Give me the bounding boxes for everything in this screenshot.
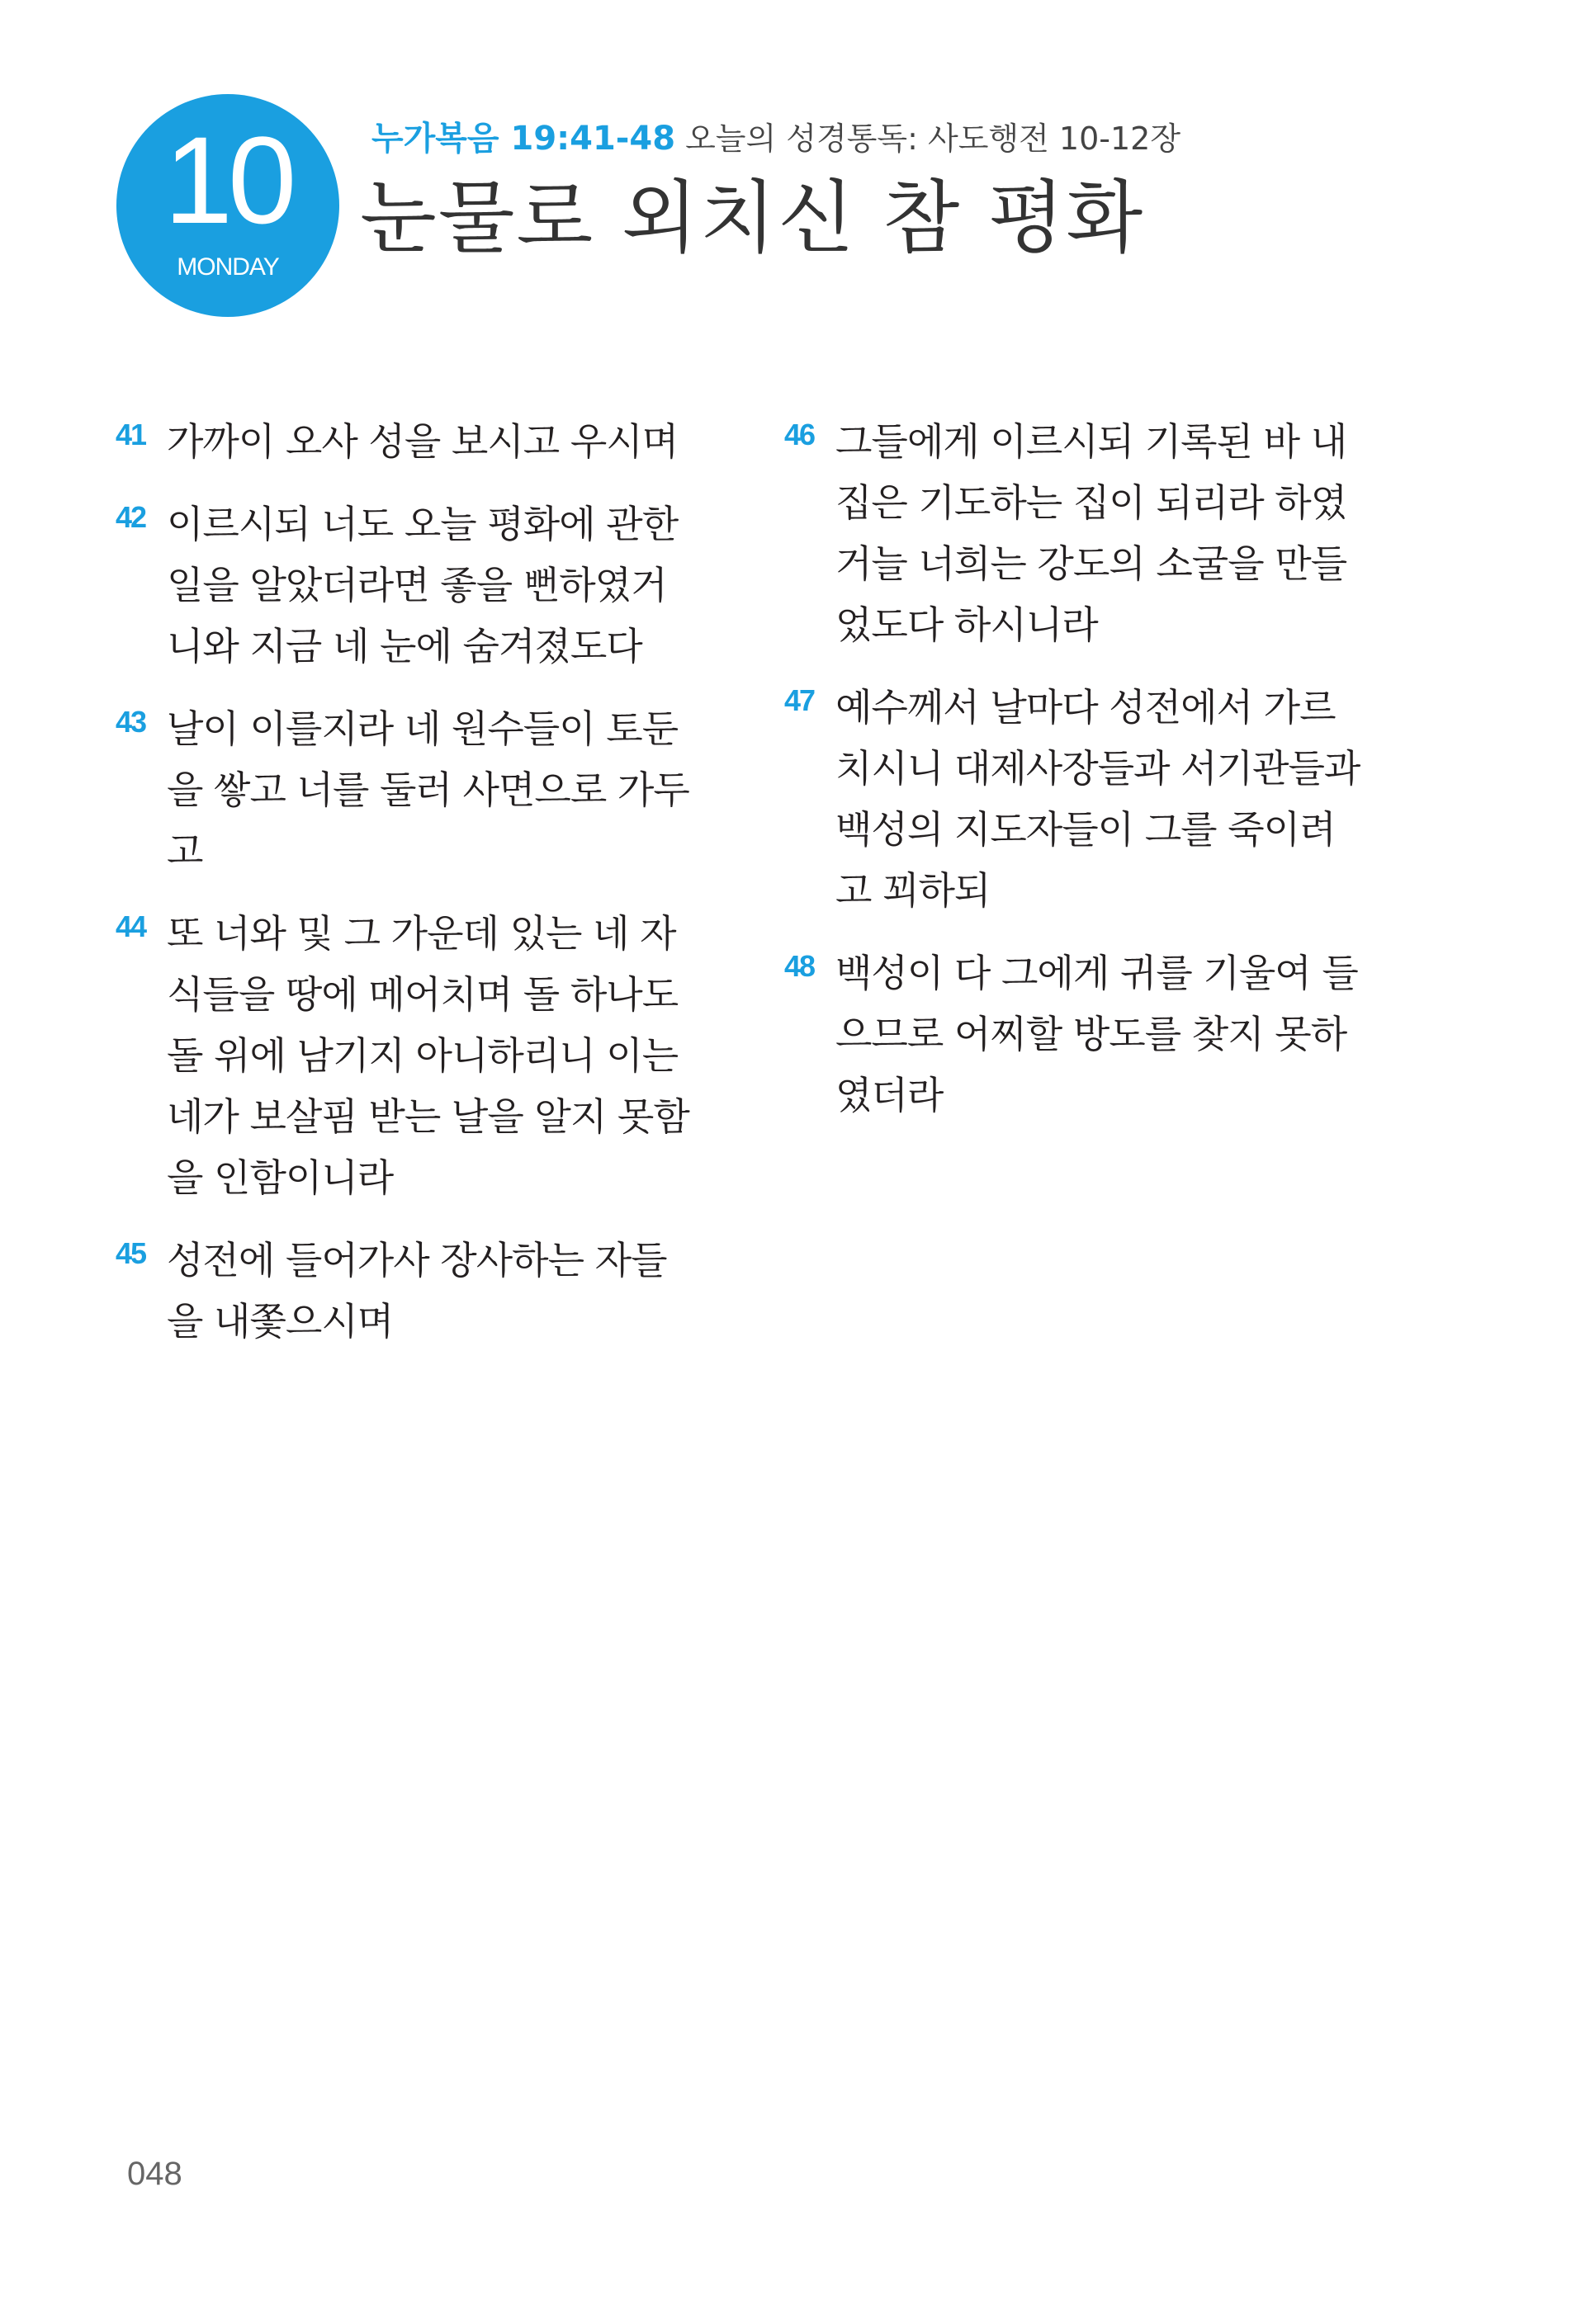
verse-line: 성전에 들어가사 장사하는 자들 xyxy=(167,1238,667,1282)
verse-number: 44 xyxy=(116,909,146,943)
verse-line: 을 내쫓으시며 xyxy=(167,1299,394,1344)
verse-line: 돌 위에 남기지 아니하리니 이는 xyxy=(167,1033,679,1078)
day-number: 10 xyxy=(163,111,292,249)
verse-line: 백성의 지도자들이 그를 죽이려 xyxy=(835,807,1336,852)
verse-line: 을 쌓고 너를 둘러 사면으로 가두 xyxy=(167,768,689,812)
right-column xyxy=(784,411,1420,1147)
verse-line: 백성이 다 그에게 귀를 기울여 들 xyxy=(835,951,1358,995)
verse-line: 치시니 대제사장들과 서기관들과 xyxy=(835,746,1360,791)
day-badge xyxy=(116,94,339,317)
verse-41 xyxy=(116,411,751,472)
verse-line: 일을 알았더라면 좋을 뻔하였거 xyxy=(167,563,667,607)
verse-line: 니와 지금 네 눈에 숨겨졌도다 xyxy=(167,624,642,668)
verse-46 xyxy=(784,411,1420,655)
scripture-reference: 누가복음 19:41-48 xyxy=(371,120,676,158)
verse-line: 그들에게 이르시되 기록된 바 내 xyxy=(835,419,1347,464)
verse-number: 48 xyxy=(784,949,815,983)
page-number: 048 xyxy=(127,2156,182,2192)
verse-line: 고 xyxy=(167,829,203,873)
verse-47 xyxy=(784,677,1420,921)
weekday-label: MONDAY xyxy=(177,253,279,281)
verse-number: 46 xyxy=(784,418,815,451)
verse-number: 41 xyxy=(116,418,146,451)
subtitle-line xyxy=(371,116,1180,162)
verse-line: 예수께서 날마다 성전에서 가르 xyxy=(835,685,1336,730)
verse-line: 식들을 땅에 메어치며 돌 하나도 xyxy=(167,972,679,1017)
verse-line: 이르시되 너도 오늘 평화에 관한 xyxy=(167,502,679,546)
verse-number: 47 xyxy=(784,683,815,717)
verse-44 xyxy=(116,903,751,1208)
verse-48 xyxy=(784,942,1420,1126)
verse-line: 을 인함이니라 xyxy=(167,1155,394,1200)
verse-number: 42 xyxy=(116,500,146,534)
verse-number: 45 xyxy=(116,1236,146,1270)
verse-line: 집은 기도하는 집이 되리라 하였 xyxy=(835,480,1347,525)
verse-45 xyxy=(116,1230,751,1352)
verse-line: 으므로 어찌할 방도를 찾지 못하 xyxy=(835,1012,1347,1056)
verse-line: 날이 이를지라 네 원수들이 토둔 xyxy=(167,706,679,751)
verse-line: 고 꾀하되 xyxy=(835,868,991,913)
daily-reading: 오늘의 성경통독: 사도행전 10-12장 xyxy=(685,120,1181,157)
verse-line: 거늘 너희는 강도의 소굴을 만들 xyxy=(835,541,1347,586)
verse-42 xyxy=(116,494,751,677)
verse-43 xyxy=(116,698,751,881)
verse-number: 43 xyxy=(116,705,146,739)
verse-line: 였더라 xyxy=(835,1073,944,1117)
verse-line: 또 너와 및 그 가운데 있는 네 자 xyxy=(167,911,676,956)
verse-line: 가까이 오사 성을 보시고 우시며 xyxy=(167,419,679,464)
verse-line: 었도다 하시니라 xyxy=(835,602,1098,647)
page-title: 눈물로 외치신 참 평화 xyxy=(360,172,1145,264)
left-column xyxy=(116,411,751,1373)
verse-line: 네가 보살핌 받는 날을 알지 못함 xyxy=(167,1094,689,1139)
